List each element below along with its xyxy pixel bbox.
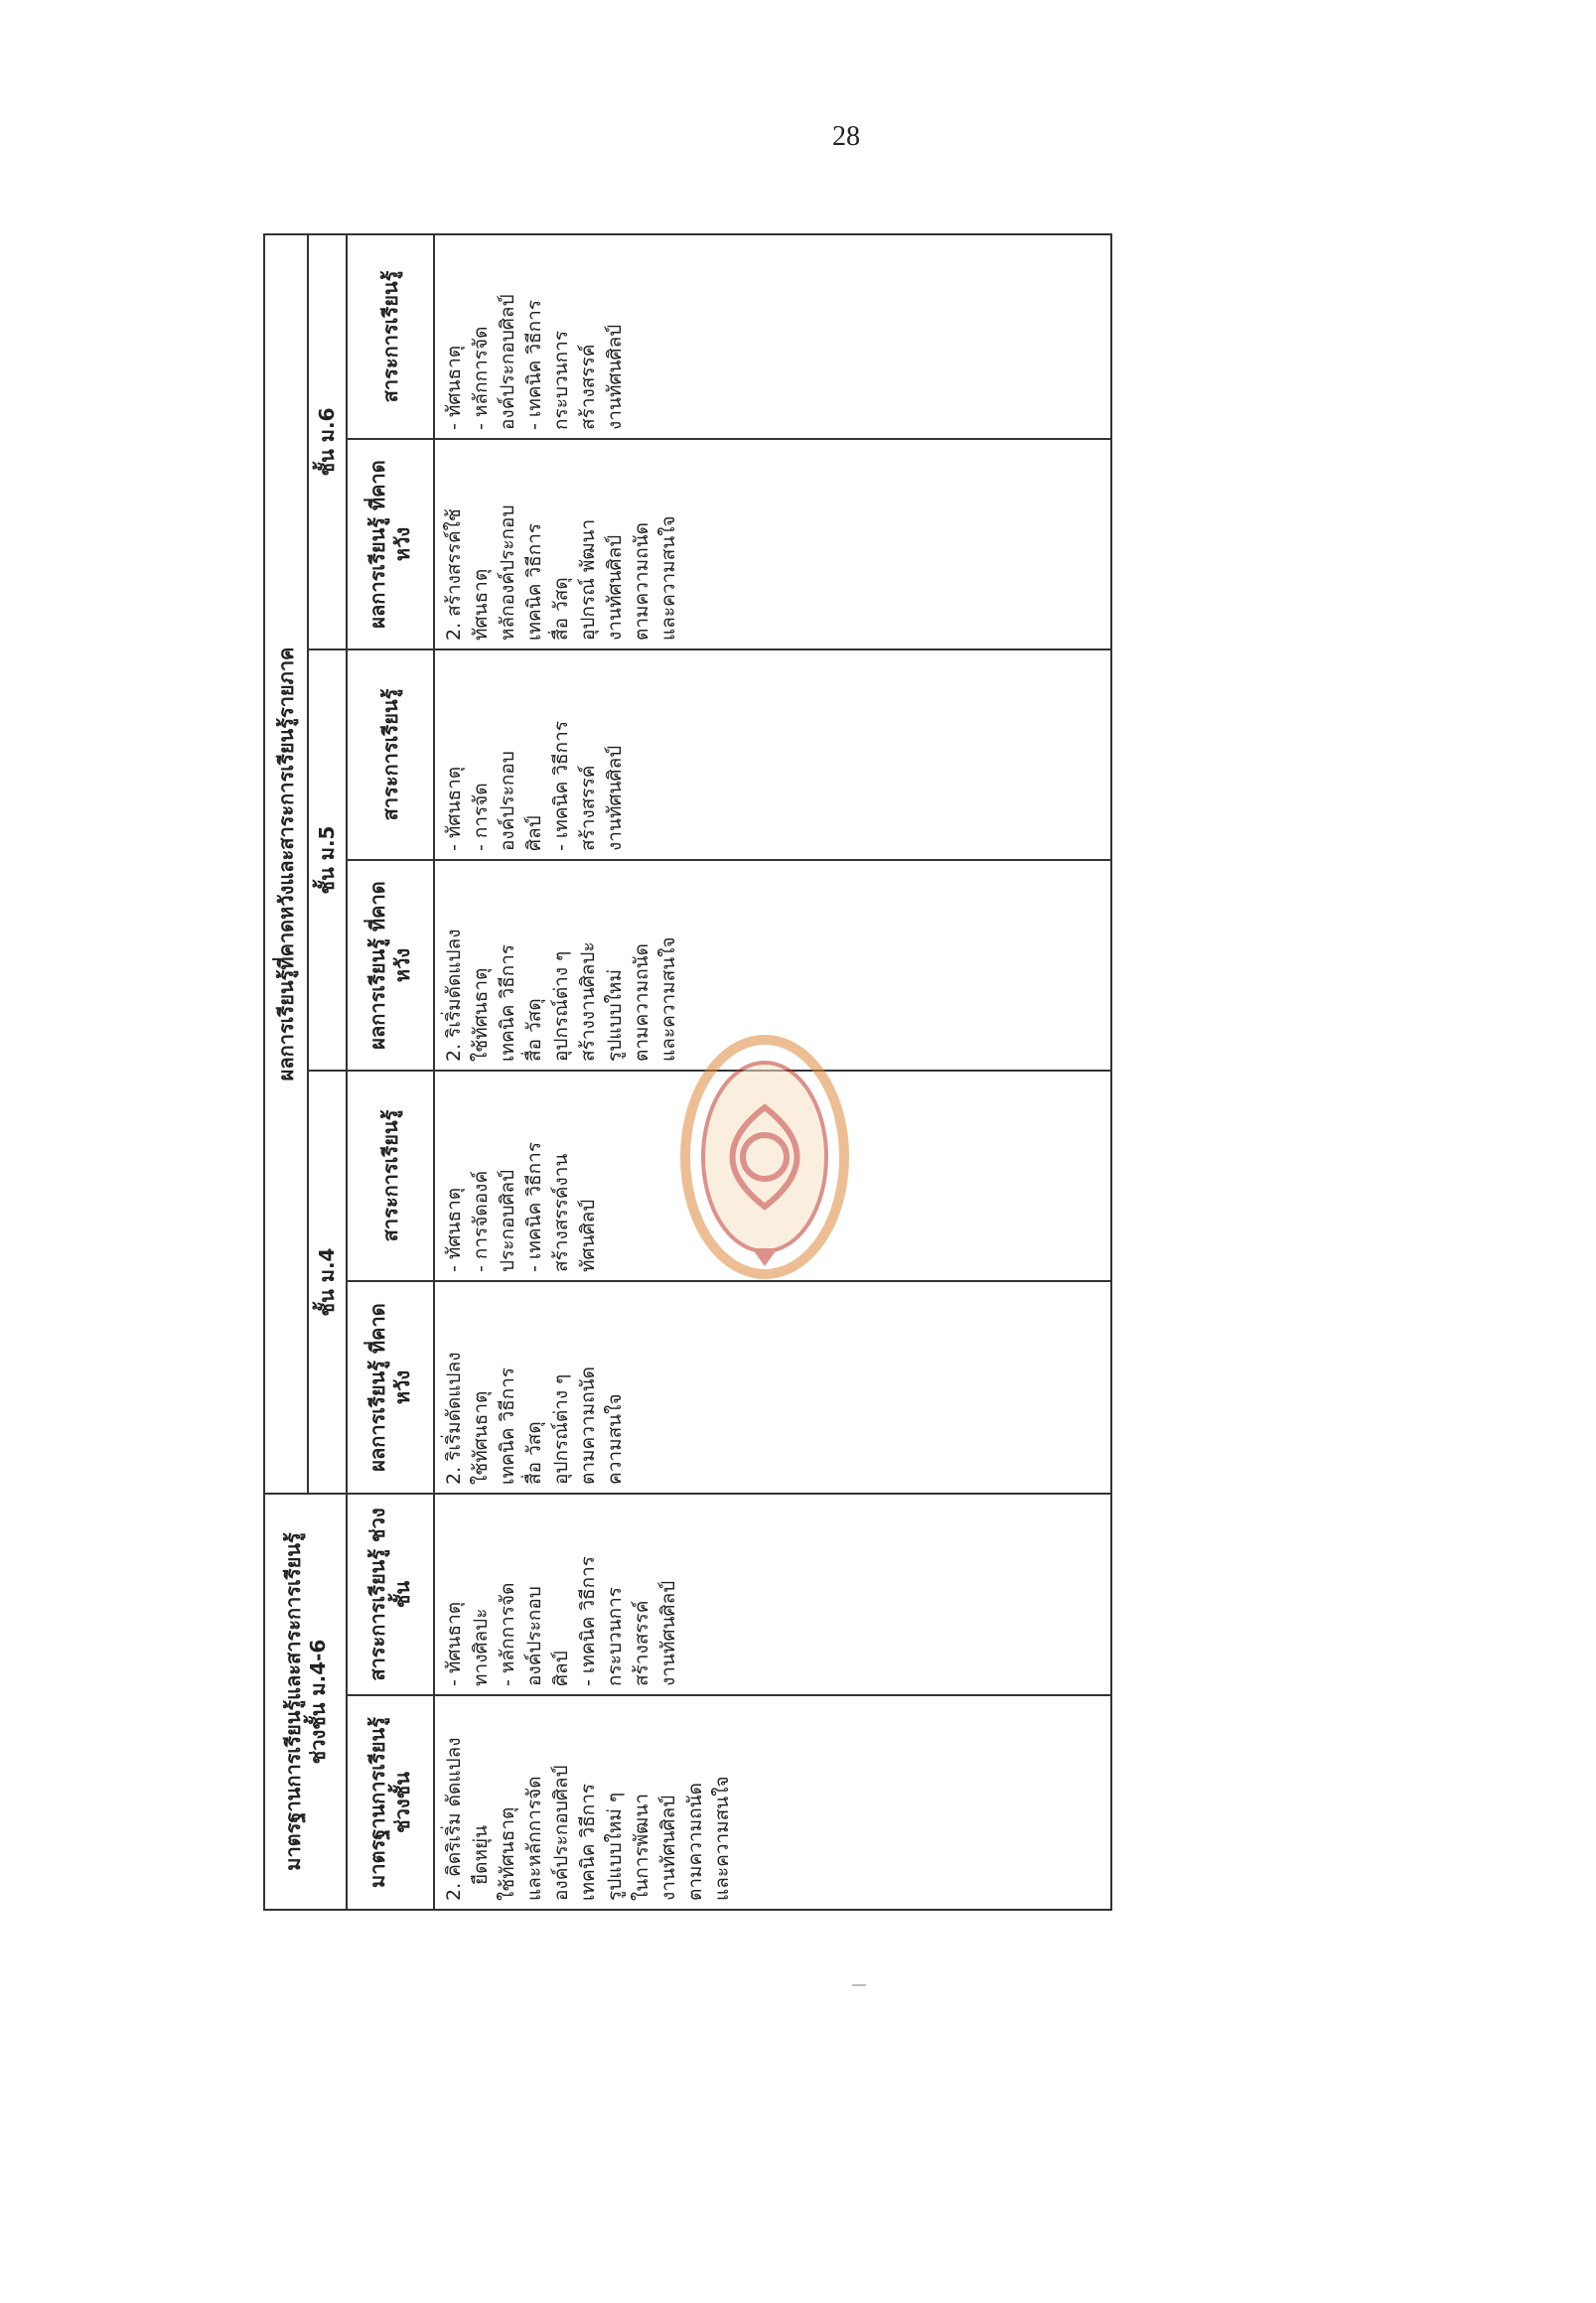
line: 2. คิดริเริ่ม ดัดแปลง	[443, 1737, 465, 1901]
line: งานทัศนศิลป์	[604, 745, 626, 851]
line: 2. ริเริ่มดัดแปลง	[443, 929, 465, 1062]
line: 2. ริเริ่มดัดแปลง	[443, 1352, 465, 1485]
line: งานทัศนศิลป์	[604, 534, 626, 641]
line: เทคนิค วิธีการ	[523, 522, 545, 641]
scan-mark	[852, 1984, 866, 1986]
line: ความสนใจ	[604, 1393, 626, 1485]
line: 2. สร้างสรรค์ใช้	[443, 508, 465, 641]
header-standards-subtitle: ช่วงชั้น ม.4-6	[305, 1639, 330, 1765]
line: ศิลป์	[523, 815, 545, 851]
line: - การจัดองค์	[470, 1170, 492, 1272]
line: ตามความถนัด	[577, 1367, 599, 1485]
line: ตามความถนัด	[631, 943, 653, 1062]
header-outcomes: ผลการเรียนรู้ที่คาดหวังและสาระการเรียนรู้รายภาค	[264, 234, 308, 1494]
line: สร้างสรรค์	[631, 1600, 653, 1686]
header-standards	[264, 1494, 347, 1910]
line: สื่อ วัสดุ	[523, 1421, 545, 1485]
line: ศิลป์	[550, 1651, 572, 1686]
col-header-outcome-m4: ผลการเรียนรู้ ที่คาดหวัง	[347, 1281, 434, 1494]
line: - ทัศนธาตุ	[443, 1187, 465, 1272]
line: - เทคนิค วิธีการ	[523, 299, 545, 430]
line: ใช้ทัศนธาตุ	[470, 967, 492, 1062]
line: กระบวนการ	[604, 1586, 626, 1686]
seal-flame	[752, 1248, 778, 1266]
line: ใช้ทัศนธาตุ	[497, 1806, 518, 1901]
cell-outcome-m4	[434, 1281, 1111, 1494]
line: - ทัศนธาตุ	[443, 345, 465, 430]
line: - การจัด	[470, 783, 492, 851]
line: องค์ประกอบศิลป์	[497, 294, 518, 430]
line: องค์ประกอบ	[523, 1586, 545, 1686]
line: - ทัศนธาตุ	[443, 766, 465, 851]
line: ประกอบศิลป์	[497, 1169, 518, 1272]
line: - เทคนิค วิธีการ	[523, 1141, 545, 1272]
line: ทัศนศิลป์	[577, 1199, 599, 1272]
line: และความสนใจ	[711, 1776, 733, 1901]
line: สร้างสรรค์งาน	[550, 1153, 572, 1272]
line: อุปกรณ์ พัฒนา	[577, 518, 599, 641]
line: เทคนิค วิธีการ	[497, 1367, 518, 1485]
line: กระบวนการ	[550, 330, 572, 430]
line: รูปแบบใหม่ ๆ	[604, 1792, 626, 1901]
line: องค์ประกอบ	[497, 751, 518, 851]
page-number: 28	[832, 121, 860, 152]
line: อุปกรณ์ต่าง ๆ	[550, 1373, 572, 1485]
line: สร้างสรรค์	[577, 765, 599, 851]
line: ในการพัฒนา	[631, 1794, 653, 1901]
line: หลักองค์ประกอบ	[497, 504, 518, 641]
cell-standard	[434, 1695, 1111, 1910]
line: เทคนิค วิธีการ	[497, 943, 518, 1062]
cell-content-m5	[434, 649, 1111, 860]
seal-inner	[703, 1063, 826, 1251]
line: สร้างงานศิลปะ	[577, 941, 599, 1062]
col-header-outcome-m5: ผลการเรียนรู้ ที่คาดหวัง	[347, 860, 434, 1071]
grade-header-m5: ชั้น ม.5	[308, 649, 347, 1071]
line: ทัศนธาตุ	[470, 568, 492, 641]
col-header-outcome-m6: ผลการเรียนรู้ ที่คาดหวัง	[347, 439, 434, 649]
line: งานทัศนศิลป์	[657, 1795, 679, 1901]
line: รูปแบบใหม่	[604, 969, 626, 1062]
header-standards-title: มาตรฐานการเรียนรู้และสาระการเรียนรู้	[280, 1532, 305, 1871]
line: อุปกรณ์ต่าง ๆ	[550, 950, 572, 1062]
cell-outcome-m6	[434, 439, 1111, 649]
grade-header-m4: ชั้น ม.4	[308, 1071, 347, 1494]
line: ตามความถนัด	[684, 1783, 706, 1901]
cell-content-range	[434, 1494, 1111, 1695]
line: - ทัศนธาตุ	[443, 1601, 465, 1686]
line: ยืดหยุ่น	[470, 1824, 492, 1885]
line: และหลักการจัด	[523, 1776, 545, 1901]
line: และความสนใจ	[657, 936, 679, 1062]
line: - เทคนิค วิธีการ	[577, 1555, 599, 1686]
obec-seal-watermark	[675, 1033, 854, 1281]
line: งานทัศนศิลป์	[604, 324, 626, 430]
line: ตามความถนัด	[631, 522, 653, 641]
line: - หลักการจัด	[470, 326, 492, 430]
line: สร้างสรรค์	[577, 344, 599, 430]
line: และความสนใจ	[657, 515, 679, 641]
line: องค์ประกอบศิลป์	[550, 1765, 572, 1901]
col-header-standard: มาตรฐานการเรียนรู้ ช่วงชั้น	[347, 1695, 434, 1910]
col-header-content-m5: สาระการเรียนรู้	[347, 649, 434, 860]
line: ใช้ทัศนธาตุ	[470, 1390, 492, 1485]
line: เทคนิค วิธีการ	[577, 1783, 599, 1901]
cell-content-m6	[434, 234, 1111, 439]
line: ทางศิลปะ	[470, 1608, 492, 1686]
col-header-content-m6: สาระการเรียนรู้	[347, 234, 434, 439]
line: - เทคนิค วิธีการ	[550, 720, 572, 851]
line: สื่อ วัสดุ	[523, 998, 545, 1062]
col-header-content-range: สาระการเรียนรู้ ช่วงชั้น	[347, 1494, 434, 1695]
line: - หลักการจัด	[497, 1582, 518, 1686]
line: งานทัศนศิลป์	[657, 1580, 679, 1686]
grade-header-m6: ชั้น ม.6	[308, 234, 347, 649]
col-header-content-m4: สาระการเรียนรู้	[347, 1071, 434, 1281]
line: สื่อ วัสดุ	[550, 577, 572, 641]
